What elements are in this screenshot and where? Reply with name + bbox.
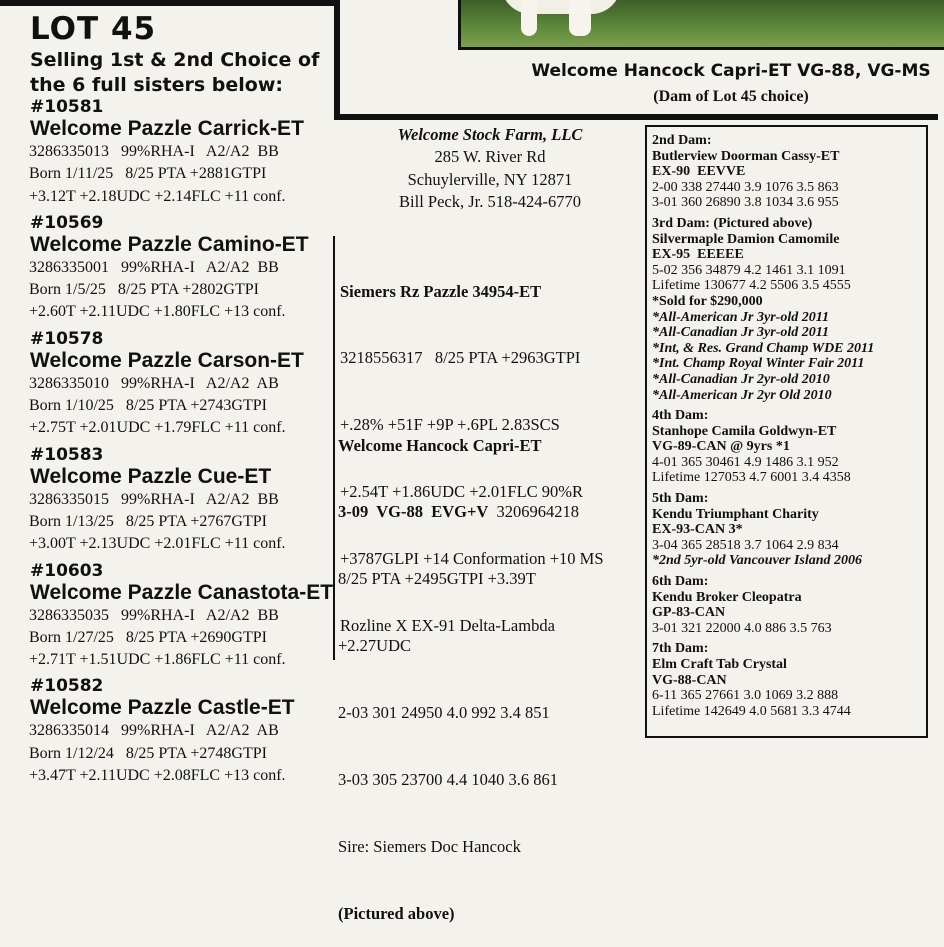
pedigree-dam-name: Butlerview Doorman Cassy-ET (652, 148, 840, 164)
sire-name: Siemers Rz Pazzle 34954-ET (340, 281, 542, 301)
dam-pictured: (Pictured above) (338, 903, 455, 923)
pedigree-dam-record: Lifetime 142649 4.0 5681 3.3 4744 (652, 703, 851, 719)
dam-line: 3-03 305 23700 4.4 1040 3.6 861 (338, 770, 558, 790)
pedigree-dam-classification: VG-88-CAN (652, 672, 727, 688)
dam-reg-number: 3206964218 (488, 502, 580, 522)
pedigree-dam-name: Elm Craft Tab Crystal (652, 657, 787, 672)
sire-line: 3218556317 8/25 PTA +2963GTPI (340, 348, 581, 368)
sister-entry (30, 329, 335, 440)
dam-classification: 3-09 VG-88 EVG+V (338, 502, 489, 522)
farm-street: 285 W. River Rd (434, 147, 546, 167)
pedigree-dam-honor: *All-American Jr 3yr-old 2011 (652, 309, 829, 325)
sister-id-line: 3286335013 99%RHA-I A2/A2 BB (29, 143, 279, 160)
pedigree-dam-name: Kendu Triumphant Charity (652, 506, 819, 522)
sister-name: Welcome Pazzle Camino-ET (30, 232, 309, 256)
sister-number: #10578 (30, 328, 104, 349)
sire-line: +.28% +51F +9P +.6PL 2.83SCS (340, 415, 560, 435)
sister-stats-line: +3.00T +2.13UDC +2.01FLC +11 conf. (29, 535, 286, 553)
pedigree-dam-honor: *All-Canadian Jr 3yr-old 2011 (652, 325, 829, 341)
pedigree-dam-record: 3-01 360 26890 3.8 1034 3.6 955 (652, 195, 839, 211)
sister-born-line: Born 1/12/24 8/25 PTA +2748GTPI (29, 744, 267, 762)
sister-id-line: 3286335015 99%RHA-I A2/A2 BB (29, 490, 279, 508)
pedigree-dam-honor: *All-American Jr 2yr Old 2010 (652, 387, 832, 403)
sister-entry (30, 213, 335, 324)
sire-line: Rozline X EX-91 Delta-Lambda (340, 616, 555, 636)
sister-name: Welcome Pazzle Cue-ET (30, 464, 272, 488)
pedigree-dam-honor: *2nd 5yr-old Vancouver Island 2006 (652, 553, 863, 569)
sister-name: Welcome Pazzle Carrick-ET (30, 117, 304, 140)
pedigree-dam-honor: *Int, & Res. Grand Champ WDE 2011 (652, 340, 875, 356)
sister-number: #10603 (30, 560, 104, 581)
pedigree-dam-sold: *Sold for $290,000 (652, 293, 763, 309)
pedigree-dam-title: 3rd Dam: (Pictured above) (652, 215, 813, 231)
sister-id-line: 3286335010 99%RHA-I A2/A2 AB (29, 374, 279, 392)
sister-stats-line: +2.71T +1.51UDC +1.86FLC +11 conf. (29, 651, 286, 669)
pedigree-dam-name: Silvermaple Damion Camomile (652, 231, 840, 247)
sister-number: #10581 (30, 97, 104, 117)
pedigree-dam (652, 491, 926, 569)
sister-stats-line: +2.60T +2.11UDC +1.80FLC +13 conf. (29, 303, 286, 321)
farm-city: Schuylerville, NY 12871 (407, 169, 573, 189)
sister-name: Welcome Pazzle Canastota-ET (30, 580, 334, 604)
pedigree-dam-title: 5th Dam: (652, 491, 709, 507)
pedigree-dam-honor: *All-Canadian Jr 2yr-old 2010 (652, 371, 830, 387)
sister-entry (30, 676, 335, 787)
pedigree-dam-record: Lifetime 130677 4.2 5506 3.5 4555 (652, 278, 851, 294)
pedigree-dam-name: Kendu Broker Cleopatra (652, 589, 802, 605)
sister-number: #10583 (30, 444, 104, 465)
sister-stats-line: +3.12T +2.18UDC +2.14FLC +11 conf. (29, 187, 286, 205)
sister-born-line: Born 1/5/25 8/25 PTA +2802GTPI (29, 281, 259, 299)
pedigree-dam (652, 408, 926, 486)
farm-address (340, 124, 640, 213)
pedigree-dam-title: 7th Dam: (652, 641, 709, 657)
pedigree-dam-classification: VG-89-CAN @ 9yrs *1 (652, 439, 790, 455)
sister-born-line: Born 1/11/25 8/25 PTA +2881GTPI (29, 165, 267, 183)
dam-line: +2.27UDC (338, 636, 412, 656)
pedigree-box (645, 125, 928, 738)
dam-photo (458, 0, 944, 50)
sister-name: Welcome Pazzle Carson-ET (30, 348, 304, 372)
featured-dam-note: (Dam of Lot 45 choice) (653, 88, 809, 105)
dam-line: Sire: Siemers Doc Hancock (338, 836, 521, 856)
sister-id-line: 3286335035 99%RHA-I A2/A2 BB (29, 606, 279, 624)
sister-entry (30, 445, 335, 556)
pedigree-dam-record: 4-01 365 30461 4.9 1486 3.1 952 (652, 454, 839, 470)
pedigree-dam (652, 574, 926, 636)
pedigree-dam-classification: EX-93-CAN 3* (652, 522, 743, 538)
pedigree-dam-record: 5-02 356 34879 4.2 1461 3.1 1091 (652, 262, 846, 278)
lot-subtitle: Selling 1st & 2nd Choice of the 6 full sisters below: (30, 49, 320, 96)
sister-id-line: 3286335001 99%RHA-I A2/A2 BB (29, 258, 279, 276)
farm-name: Welcome Stock Farm, LLC (397, 125, 583, 144)
pedigree-dam (652, 641, 926, 719)
farm-contact: Bill Peck, Jr. 518-424-6770 (399, 191, 581, 211)
pedigree-dam-title: 2nd Dam: (652, 133, 712, 148)
pedigree-dam-record: 3-01 321 22000 4.0 886 3.5 763 (652, 620, 832, 636)
pedigree-dam-classification: EX-90 EEVVE (652, 164, 746, 180)
pedigree-dam-record: 6-11 365 27661 3.0 1069 3.2 888 (652, 688, 839, 704)
sister-name: Welcome Pazzle Castle-ET (30, 696, 295, 720)
dam-block (338, 390, 638, 947)
sister-stats-line: +2.75T +2.01UDC +1.79FLC +11 conf. (29, 419, 286, 437)
pedigree-dam (652, 133, 926, 211)
sister-entry (30, 97, 335, 208)
sister-number: #10582 (30, 676, 104, 697)
dam-class-row (338, 501, 638, 523)
lot-title: LOT 45 (30, 11, 157, 47)
pedigree-dam-classification: EX-95 EEEEE (652, 247, 744, 263)
sisters-list (30, 97, 335, 792)
featured-dam-panel (334, 0, 938, 120)
pedigree-dam-title: 6th Dam: (652, 574, 709, 590)
dam-line: 2-03 301 24950 4.0 992 3.4 851 (338, 703, 550, 723)
sister-number: #10569 (30, 212, 104, 233)
sister-born-line: Born 1/27/25 8/25 PTA +2690GTPI (29, 628, 267, 646)
pedigree-dam (652, 216, 926, 403)
sister-id-line: 3286335014 99%RHA-I A2/A2 AB (29, 722, 279, 740)
sire-line: +2.54T +1.86UDC +2.01FLC 90%R (340, 482, 584, 502)
pedigree-dam-record: Lifetime 127053 4.7 6001 3.4 4358 (652, 470, 851, 486)
pedigree-dam-title: 4th Dam: (652, 408, 709, 424)
dam-line: 8/25 PTA +2495GTPI +3.39T (338, 569, 536, 589)
pedigree-dam-honor: *Int. Champ Royal Winter Fair 2011 (652, 356, 865, 372)
pedigree-dam-record: 3-04 365 28518 3.7 1064 2.9 834 (652, 537, 839, 553)
dam-name: Welcome Hancock Capri-ET (338, 435, 542, 455)
pedigree-dam-name: Stanhope Camila Goldwyn-ET (652, 423, 837, 439)
sire-line: +3787GLPI +14 Conformation +10 MS (340, 549, 604, 569)
sister-stats-line: +3.47T +2.11UDC +2.08FLC +13 conf. (29, 767, 286, 785)
sister-born-line: Born 1/10/25 8/25 PTA +2743GTPI (29, 397, 267, 415)
pedigree-dam-record: 2-00 338 27440 3.9 1076 3.5 863 (652, 179, 839, 195)
sister-entry (30, 561, 335, 672)
featured-dam-caption: Welcome Hancock Capri-ET VG-88, VG-MS (531, 61, 931, 81)
sister-born-line: Born 1/13/25 8/25 PTA +2767GTPI (29, 512, 267, 530)
pedigree-dam-classification: GP-83-CAN (652, 605, 726, 621)
lot-header (0, 0, 340, 100)
